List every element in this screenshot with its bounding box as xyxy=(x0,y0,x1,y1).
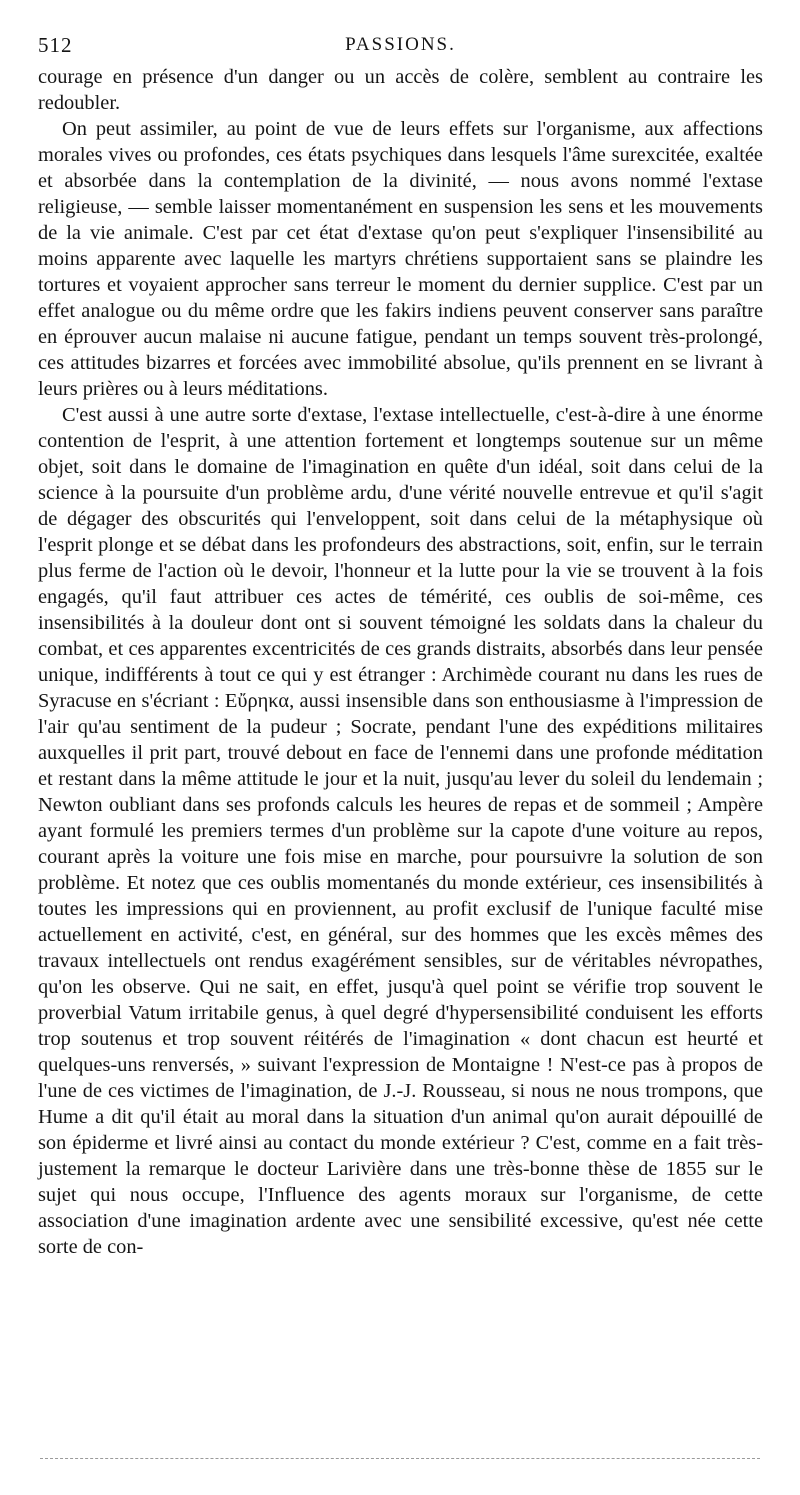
running-head xyxy=(38,30,763,60)
page-number: 512 xyxy=(38,33,73,57)
book-page xyxy=(38,30,763,1260)
paragraph-extase-religieuse: On peut assimiler, au point de vue de leurs effets sur l'organisme, aux affections morales vives ou profondes, ces états psychiques dans lesquels l'âme surexcitée, exaltée et absorbée dans la contemplation de la divinité, — nous avons nommé l'extase religieuse, — semble laisser momentanément en suspension les sens et les mouvements de la vie animale. C'est par cet état d'extase qu'on peut s'expliquer l'insensibilité au moins apparente avec laquelle les martyrs chrétiens supportaient sans se plaindre les tortures et voyaient approcher sans terreur le moment du dernier supplice. C'est par un effet analogue ou du même ordre que les fakirs indiens peuvent conserver sans paraître en éprouver aucun malaise ni aucune fatigue, pendant un temps souvent très-prolongé, ces attitudes bizarres et forcées avec immobilité absolue, qu'ils prennent en se livrant à leurs prières ou à leurs méditations. xyxy=(38,118,763,400)
paragraph-continuation: courage en présence d'un danger ou un accès de colère, semblent au contraire les redoubler. xyxy=(38,66,763,114)
running-title: PASSIONS. xyxy=(345,34,456,55)
body-text xyxy=(38,64,763,1260)
bottom-dotted-rule xyxy=(40,1458,760,1459)
paragraph-extase-intellectuelle: C'est aussi à une autre sorte d'extase, l'extase intellectuelle, c'est-à-dire à une énorme contention de l'esprit, à une attention fortement et longtemps soutenue sur un même objet, soit dans le domaine de l'imagination en quête d'un idéal, soit dans celui de la science à la poursuite d'un problème ardu, d'une vérité nouvelle entrevue et qu'il s'agit de dégager des obscurités qui l'enveloppent, soit dans celui de la métaphysique où l'esprit plonge et se débat dans les profondeurs des abstractions, soit, enfin, sur le terrain plus ferme de l'action où le devoir, l'honneur et la lutte pour la vie se trouvent à la fois engagés, qu'il faut attribuer ces actes de témérité, ces oublis de soi-même, ces insensibilités à la douleur dont ont si souvent témoigné les soldats dans la chaleur du combat, et ces apparentes excentricités de ces grands distraits, absorbés dans leur pensée unique, indifférents à tout ce qui y est étranger : Archimède courant nu dans les rues de Syracuse en s'écriant : Εὔρηκα, aussi insensible dans son enthousiasme à l'impression de l'air qu'au sentiment de la pudeur ; Socrate, pendant l'une des expéditions militaires auxquelles il prit part, trouvé debout en face de l'ennemi dans une profonde méditation et restant dans la même attitude le jour et la nuit, jusqu'au lever du soleil du lendemain ; Newton oubliant dans ses profonds calculs les heures de repas et de sommeil ; Ampère ayant formulé les premiers termes d'un problème sur la capote d'une voiture au repos, courant après la voiture une fois mise en marche, pour poursuivre la solution de son problème. Et notez que ces oublis momentanés du monde extérieur, ces insensibilités à toutes les impressions qui en proviennent, au profit exclusif de l'unique faculté mise actuellement en activité, c'est, en général, sur des hommes que les excès mêmes des travaux intellectuels ont rendus exagérément sensibles, sur de véritables névropathes, qu'on les observe. Qui ne sait, en effet, jusqu'à quel point se vérifie trop souvent le proverbial Vatum irritabile genus, à quel degré d'hypersensibilité conduisent les efforts trop soutenus et trop souvent réitérés de l'imagination « dont chacun est heurté et quelques-uns renversés, » suivant l'expression de Montaigne ! N'est-ce pas à propos de l'une de ces victimes de l'imagination, de J.-J. Rousseau, si nous ne nous trompons, que Hume a dit qu'il était au moral dans la situation d'un animal qu'on aurait dépouillé de son épiderme et livré ainsi au contact du monde extérieur ? C'est, comme en a fait très-justement la remarque le docteur Larivière dans une très-bonne thèse de 1855 sur le sujet qui nous occupe, l'Influence des agents moraux sur l'organisme, de cette association d'une imagination ardente avec une sensibilité excessive, qu'est née cette sorte de con- xyxy=(38,404,763,1258)
